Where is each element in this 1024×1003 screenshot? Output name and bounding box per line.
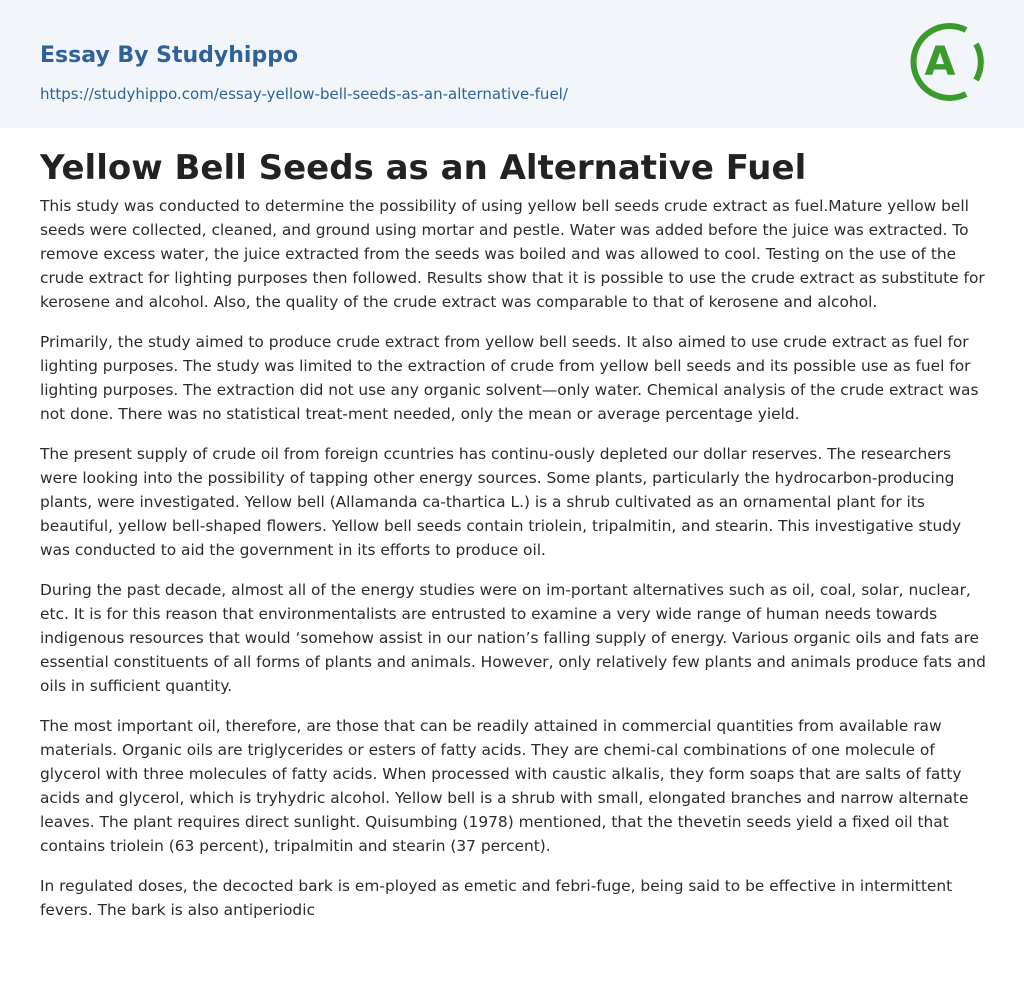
article-paragraph: The present supply of crude oil from foreign ccuntries has continu-ously depleted our dollar reserves. The researchers were looking into the possibility of tapping other energy sources. Some plants, particularly the hydrocarbon-producing plants, were investigated. Yellow bell (Allamanda ca-thartica L.) is a shrub cultivated as an ornamental plant for its beautiful, yellow bell-shaped flowers. Yellow bell seeds contain triolein, tripalmitin, and stearin. This investigative study was conducted to aid the government in its efforts to produce oil. [40,445,962,559]
site-name[interactable]: Essay By Studyhippo [40,43,299,68]
article-body [40,194,986,938]
site-header [0,0,1024,128]
article-paragraph: In regulated doses, the decocted bark is em-ployed as emetic and febri-fuge, being said to be effective in intermittent fevers. The bark is also antiperiodic [40,877,953,919]
article-paragraph: This study was conducted to determine the possibility of using yellow bell seeds crude extract as fuel.Mature yellow bell seeds were collected, cleaned, and ground using mortar and pestle. Water was added before the juice was extracted. To remove excess water, the juice extracted from the seeds was boiled and was allowed to cool. Testing on the use of the crude extract for lighting purposes then followed. Results show that it is possible to use the crude extract as substitute for kerosene and alcohol. Also, the quality of the crude extract was comparable to that of kerosene and alcohol. [40,197,985,311]
article-paragraph: Primarily, the study aimed to produce crude extract from yellow bell seeds. It also aimed to use crude extract as fuel for lighting purposes. The study was limited to the extraction of crude from yellow bell seeds and its possible use as fuel for lighting purposes. The extraction did not use any organic solvent—only water. Chemical analysis of the crude extract was not done. There was no statistical treat-ment needed, only the mean or average percentage yield. [40,333,979,423]
article-title: Yellow Bell Seeds as an Alternative Fuel [40,148,807,188]
circle-a-logo-icon[interactable] [904,20,988,104]
logo-letter: A [924,39,956,85]
article-paragraph: The most important oil, therefore, are those that can be readily attained in commercial quantities from available raw materials. Organic oils are triglycerides or esters of fatty acids. They are chemi-cal combinations of one molecule of glycerol with three molecules of fatty acids. When processed with caustic alkalis, they form soaps that are salts of fatty acids and glycerol, which is tryhydric alcohol. Yellow bell is a shrub with small, elongated branches and narrow alternate leaves. The plant requires direct sunlight. Quisumbing (1978) mentioned, that the thevetin seeds yield a fixed oil that contains triolein (63 percent), tripalmitin and stearin (37 percent). [40,717,969,855]
essay-url-link[interactable]: https://studyhippo.com/essay-yellow-bell-seeds-as-an-alternative-fuel/ [40,85,568,103]
article-paragraph: During the past decade, almost all of the energy studies were on im-portant alternatives such as oil, coal, solar, nuclear, etc. It is for this reason that environmentalists are entrusted to examine a very wide range of human needs towards indigenous resources that would ‘somehow assist in our nation’s falling supply of energy. Various organic oils and fats are essential constituents of all forms of plants and animals. However, only relatively few plants and animals produce fats and oils in sufficient quantity. [40,581,986,695]
